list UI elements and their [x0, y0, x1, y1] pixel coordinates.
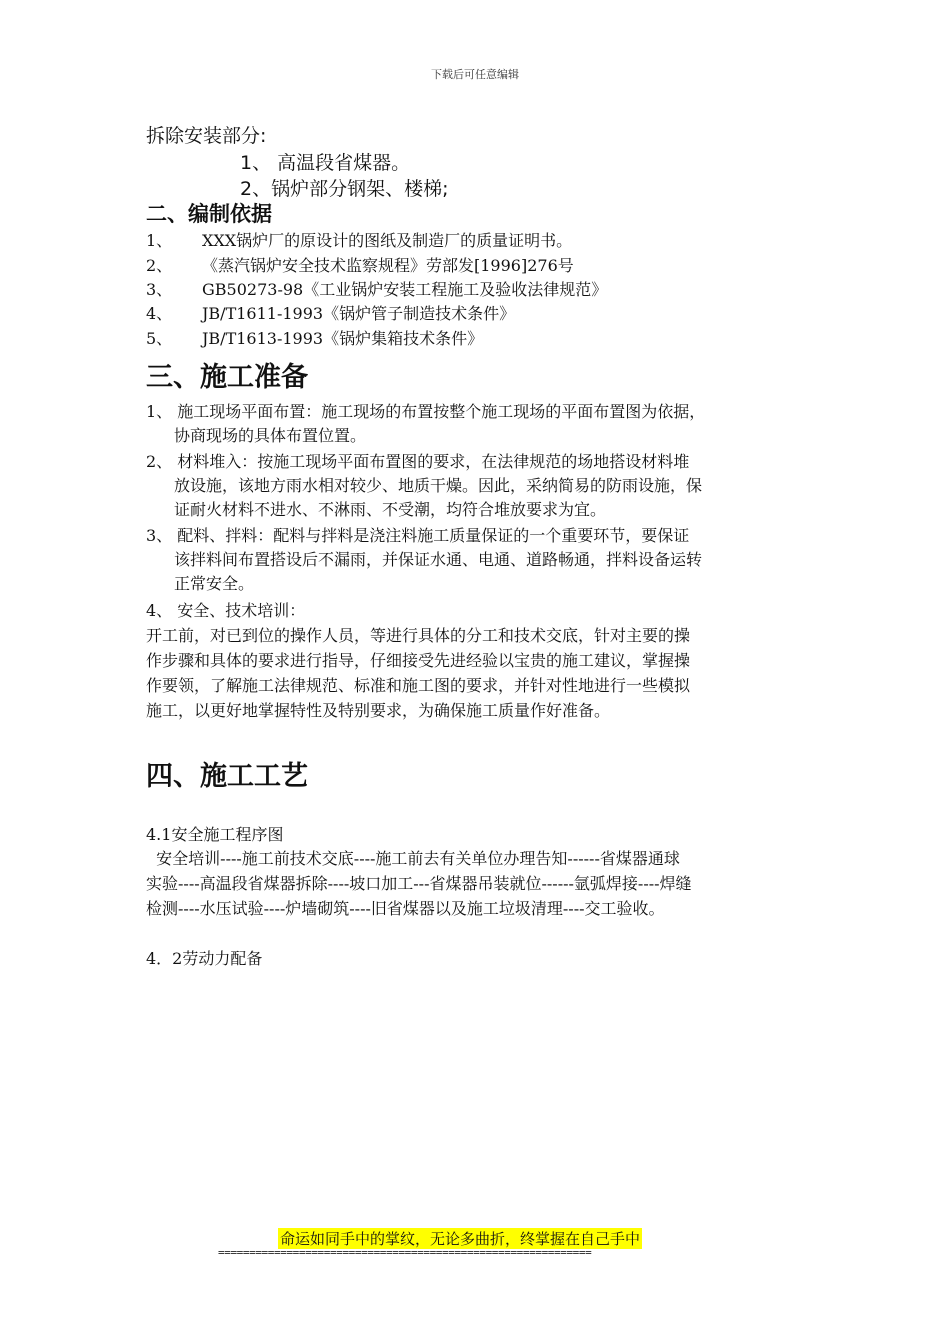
prep-item-line: 协商现场的具体布置位置。 [174, 426, 367, 445]
prep-item-line: 该拌料间布置搭设后不漏雨，并保证水通、电通、道路畅通，拌料设备运转 [174, 550, 703, 569]
prep-item [146, 599, 826, 623]
prep-item-line: 1、 施工现场平面布置：施工现场的布置按整个施工现场的平面布置图为依据， [146, 402, 706, 421]
basis-item [146, 326, 483, 349]
flow-line: 实验----高温段省煤器拆除----坡口加工---省煤器吊装就位------氩弧焊接----焊缝 [146, 874, 692, 893]
prep-heading: 三、施工准备 [146, 362, 308, 393]
basis-item-number: 1、 [146, 231, 173, 250]
demolition-label: 拆除安装部分: [146, 125, 267, 147]
basis-item-text: GB50273-98《工业锅炉安装工程施工及验收法律规范》 [202, 280, 608, 299]
prep-paragraph [146, 623, 826, 723]
basis-heading: 二、编制依据 [146, 202, 272, 226]
basis-item-text: JB/T1611-1993《锅炉管子制造技术条件》 [202, 304, 516, 323]
prep-item-line: 3、 配料、拌料：配料与拌料是浇注料施工质量保证的一个重要环节，要保证 [146, 526, 690, 545]
basis-item [146, 301, 515, 324]
paragraph-line: 作要领，了解施工法律规范、标准和施工图的要求，并针对性地进行一些模拟 [146, 676, 691, 695]
process-subheading: 4.1安全施工程序图 [146, 825, 284, 844]
footer-divider: ============================================================ [218, 1246, 592, 1259]
prep-item [146, 400, 826, 448]
process-heading: 四、施工工艺 [146, 761, 308, 792]
prep-item-line: 放设施，该地方雨水相对较少、地质干燥。因此，采纳简易的防雨设施，保 [174, 476, 703, 495]
flow-line: 安全培训----施工前技术交底----施工前去有关单位办理告知------省煤器通球 [146, 849, 680, 868]
paragraph-line: 作步骤和具体的要求进行指导，仔细接受先进经验以宝贵的施工建议，掌握操 [146, 651, 691, 670]
basis-item-text: JB/T1613-1993《锅炉集箱技术条件》 [202, 329, 484, 348]
basis-item [146, 253, 574, 276]
basis-item [146, 277, 607, 300]
page-header: 下载后可任意编辑 [431, 68, 519, 81]
prep-item-line: 4、 安全、技术培训： [146, 601, 306, 620]
prep-item-line: 证耐火材料不进水、不淋雨、不受潮，均符合堆放要求为宜。 [174, 500, 607, 519]
basis-item-text: XXX锅炉厂的原设计的图纸及制造厂的质量证明书。 [202, 231, 573, 250]
footer-motto: 命运如同手中的掌纹，无论多曲折，终掌握在自己手中 [280, 1230, 641, 1248]
basis-item-number: 4、 [146, 304, 173, 323]
prep-item [146, 450, 826, 522]
paragraph-line: 施工，以更好地掌握特性及特别要求，为确保施工质量作好准备。 [146, 701, 611, 720]
prep-item-line: 2、 材料堆入：按施工现场平面布置图的要求，在法律规范的场地搭设材料堆 [146, 452, 690, 471]
prep-item [146, 524, 826, 596]
demolition-item: 1、 高温段省煤器。 [240, 152, 411, 174]
paragraph-line: 开工前，对已到位的操作人员，等进行具体的分工和技术交底，针对主要的操 [146, 626, 691, 645]
basis-item-number: 3、 [146, 280, 173, 299]
prep-item-line: 正常安全。 [174, 574, 255, 593]
process-subheading: 4．2劳动力配备 [146, 949, 263, 968]
basis-item-number: 2、 [146, 256, 173, 275]
basis-item-text: 《蒸汽锅炉安全技术监察规程》劳部发[1996]276号 [202, 256, 574, 275]
demolition-item: 2、锅炉部分钢架、楼梯; [240, 178, 449, 200]
basis-item-number: 5、 [146, 329, 173, 348]
basis-item [146, 228, 572, 251]
flow-line: 检测----水压试验----炉墙砌筑----旧省煤器以及施工垃圾清理----交工验收。 [146, 899, 665, 918]
process-flow [146, 846, 826, 921]
